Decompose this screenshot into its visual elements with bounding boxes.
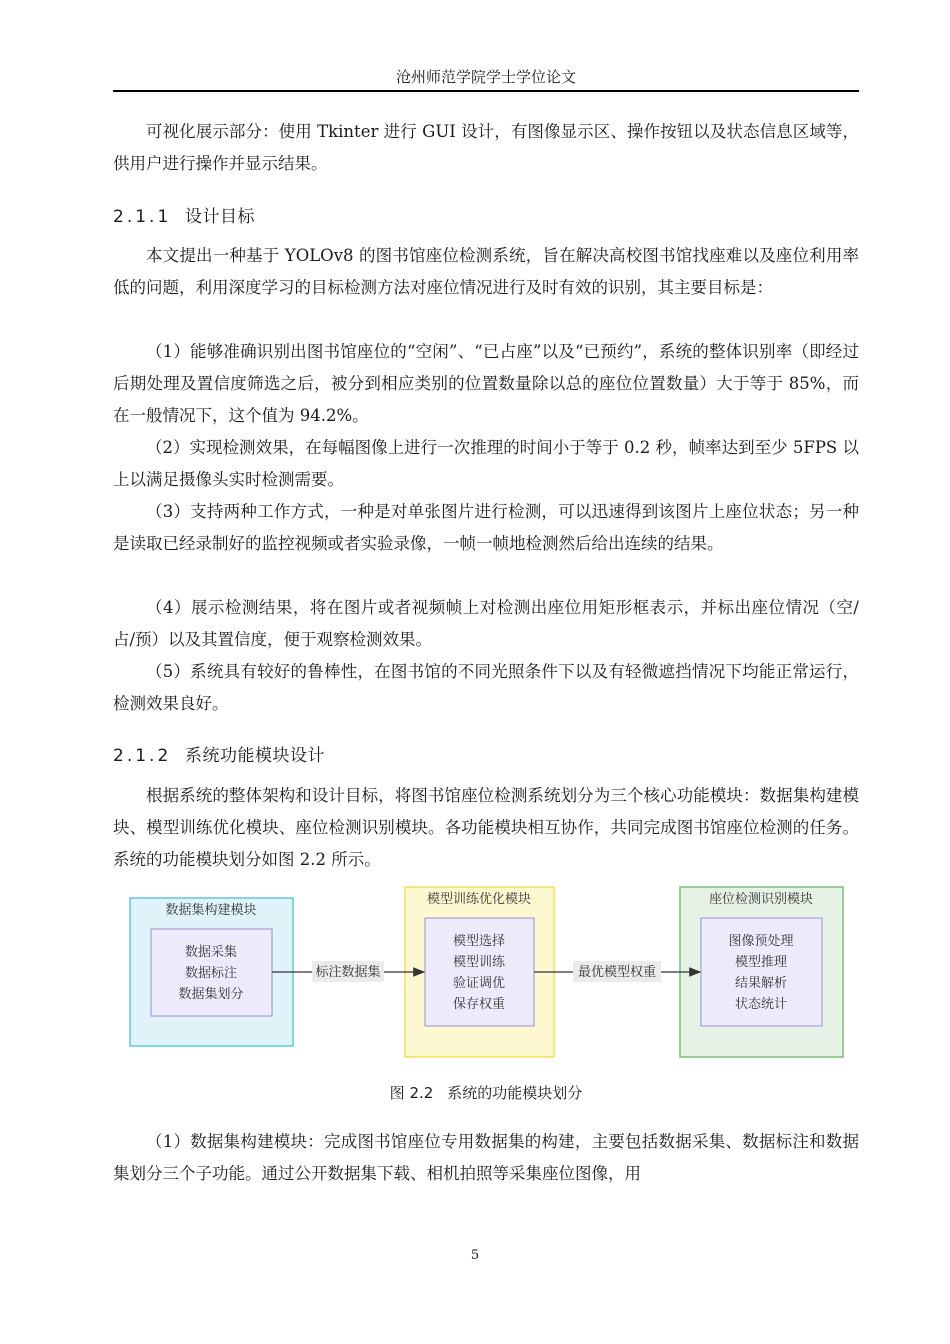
module-training [405,887,554,1057]
paragraph-intro: 本文提出一种基于 YOLOv8 的图书馆座位检测系统，旨在解决高校图书馆找座难以及座位利用率低的问题，利用深度学习的目标检测方法对座位情况进行及时有效的识别，其主要目标是： [113,246,859,297]
section-number: 2.1.2 [113,746,172,766]
module-detection-item: 模型推理 [734,955,788,970]
arrow-label: 标注数据集 [315,965,381,980]
paragraph-goal-5: （5）系统具有较好的鲁棒性，在图书馆的不同光照条件下以及有轻微遮挡情况下均能正常运行，检测效果良好。 [113,662,859,713]
page-header: 沧州师范学院学士学位论文 [113,66,859,92]
module-training-item: 保存权重 [452,997,506,1012]
module-detection-item: 图像预处理 [728,934,794,949]
paragraph-dataset-module: （1）数据集构建模块：完成图书馆座位专用数据集的构建，主要包括数据采集、数据标注和数据集划分三个子功能。通过公开数据集下载、相机拍照等采集座位图像，用 [113,1132,859,1183]
module-detection-item: 结果解析 [734,976,788,991]
module-training-item: 验证调优 [452,976,506,991]
paragraph-modules-intro: 根据系统的整体架构和设计目标，将图书馆座位检测系统划分为三个核心功能模块：数据集构建模块、模型训练优化模块、座位检测识别模块。各功能模块相互协作，共同完成图书馆座位检测的任务。系统的功能模块划分如图 2.2 所示。 [113,786,859,869]
paragraph-goal-1: （1）能够准确识别出图书馆座位的“空闲”、“已占座”以及“已预约”，系统的整体识别率（即经过后期处理及置信度筛选之后，被分到相应类别的位置数量除以总的座位位置数量）大于等于 85%，而在一般情况下，这个值为 94.2%。 [113,342,859,425]
module-dataset-item: 数据标注 [184,966,238,981]
arrow-best-weights [534,961,700,982]
module-dataset [130,898,293,1046]
figure-number: 图 2.2 [389,1084,434,1102]
module-dataset-item: 数据采集 [184,945,238,960]
paragraph-visualization: 可视化展示部分：使用 Tkinter 进行 GUI 设计，有图像显示区、操作按钮以及状态信息区域等，供用户进行操作并显示结果。 [113,122,859,173]
paragraph-goal-4: （4）展示检测结果，将在图片或者视频帧上对检测出座位用矩形框表示，并标出座位情况（空/占/预）以及其置信度，便于观察检测效果。 [113,598,859,649]
module-detection [680,887,843,1057]
arrow-labeled-dataset [272,961,424,982]
arrow-label: 最优模型权重 [577,965,657,980]
figure-caption-text: 系统的功能模块划分 [447,1084,583,1102]
module-detection-title: 座位检测识别模块 [708,892,814,907]
section-number: 2.1.1 [113,207,172,227]
module-dataset-item: 数据集划分 [178,987,244,1002]
paragraph-goal-2: （2）实现检测效果，在每幅图像上进行一次推理的时间小于等于 0.2 秒，帧率达到至少 5FPS 以上以满足摄像头实时检测需要。 [113,438,859,489]
module-training-title: 模型训练优化模块 [426,892,532,907]
module-detection-item: 状态统计 [734,997,788,1012]
module-dataset-title: 数据集构建模块 [165,903,257,918]
module-training-item: 模型训练 [452,955,506,970]
paragraph-goal-3: （3）支持两种工作方式，一种是对单张图片进行检测，可以迅速得到该图片上座位状态；另一种是读取已经录制好的监控视频或者实验录像，一帧一帧地检测然后给出连续的结果。 [113,502,859,553]
section-title: 设计目标 [185,207,255,227]
section-title: 系统功能模块设计 [185,746,325,766]
page-number: 5 [470,1248,480,1263]
figure-caption [113,1082,859,1103]
module-training-item: 模型选择 [452,934,506,949]
